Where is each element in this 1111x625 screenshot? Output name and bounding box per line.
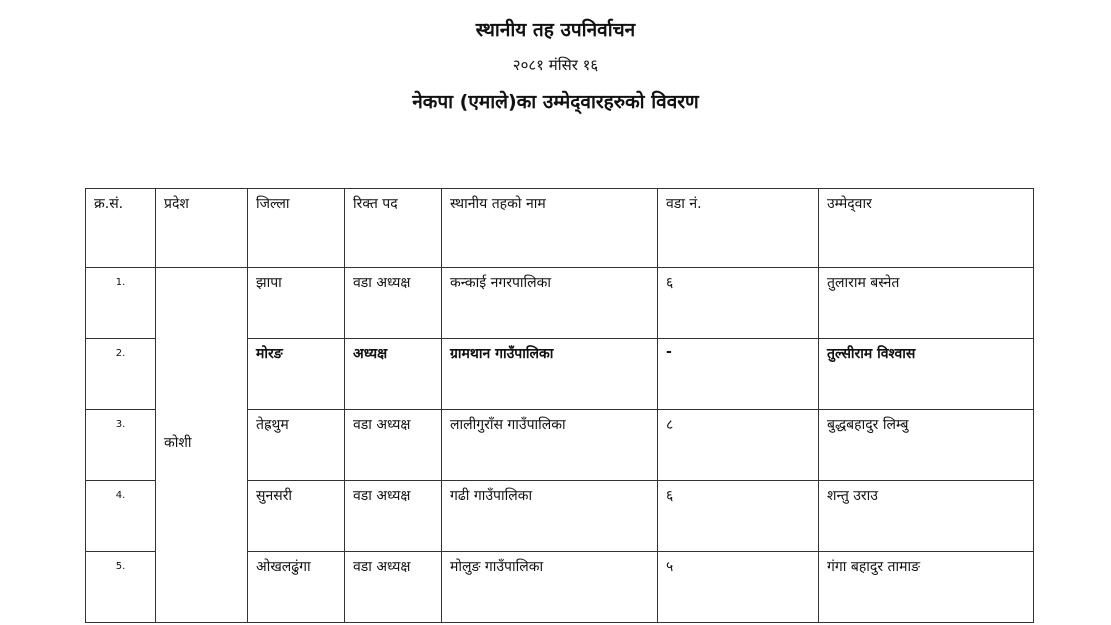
district-cell: झापा	[248, 268, 345, 339]
local-body-cell: मोलुङ गाउँपालिका	[442, 552, 658, 623]
serial-cell: 3.	[86, 410, 156, 481]
post-cell: अध्यक्ष	[345, 339, 442, 410]
province-cell: कोशी	[156, 268, 248, 623]
table-header-row	[86, 189, 1034, 268]
column-header-province: प्रदेश	[156, 189, 248, 268]
column-header-candidate: उम्मेद्‌वार	[819, 189, 1034, 268]
candidate-cell: शन्तु उराउ	[819, 481, 1034, 552]
column-header-ward: वडा नं.	[658, 189, 819, 268]
column-header-vacant-post: रिक्त पद	[345, 189, 442, 268]
candidate-cell: तुल्सीराम विश्वास	[819, 339, 1034, 410]
serial-cell: 2.	[86, 339, 156, 410]
post-cell: वडा अध्यक्ष	[345, 552, 442, 623]
district-cell: सुनसरी	[248, 481, 345, 552]
district-cell: तेह्रथुम	[248, 410, 345, 481]
column-header-local-body: स्थानीय तहको नाम	[442, 189, 658, 268]
column-header-serial: क्र.सं.	[86, 189, 156, 268]
local-body-cell: गढी गाउँपालिका	[442, 481, 658, 552]
candidate-cell: गंगा बहादुर तामाङ	[819, 552, 1034, 623]
candidate-cell: तुलाराम बस्नेत	[819, 268, 1034, 339]
serial-cell: 4.	[86, 481, 156, 552]
document-title: स्थानीय तह उपनिर्वाचन	[475, 19, 636, 41]
ward-cell: ६	[658, 268, 819, 339]
ward-cell: -	[658, 339, 819, 410]
local-body-cell: कन्काई नगरपालिका	[442, 268, 658, 339]
candidate-cell: बुद्धबहादुर लिम्बु	[819, 410, 1034, 481]
district-cell: मोरङ	[248, 339, 345, 410]
column-header-district: जिल्ला	[248, 189, 345, 268]
ward-cell: ५	[658, 552, 819, 623]
document-date: २०८१ मंसिर १६	[512, 56, 599, 74]
ward-cell: ६	[658, 481, 819, 552]
district-cell: ओखलढुंगा	[248, 552, 345, 623]
post-cell: वडा अध्यक्ष	[345, 481, 442, 552]
serial-cell: 1.	[86, 268, 156, 339]
serial-cell: 5.	[86, 552, 156, 623]
local-body-cell: लालीगुराँस गाउँपालिका	[442, 410, 658, 481]
candidates-table	[85, 188, 1034, 623]
ward-cell: ८	[658, 410, 819, 481]
post-cell: वडा अध्यक्ष	[345, 268, 442, 339]
document-subtitle: नेकपा (एमाले)का उम्मेद्‌वारहरुको विवरण	[412, 91, 699, 113]
local-body-cell: ग्रामथान गाउँपालिका	[442, 339, 658, 410]
table-row	[86, 268, 1034, 339]
post-cell: वडा अध्यक्ष	[345, 410, 442, 481]
